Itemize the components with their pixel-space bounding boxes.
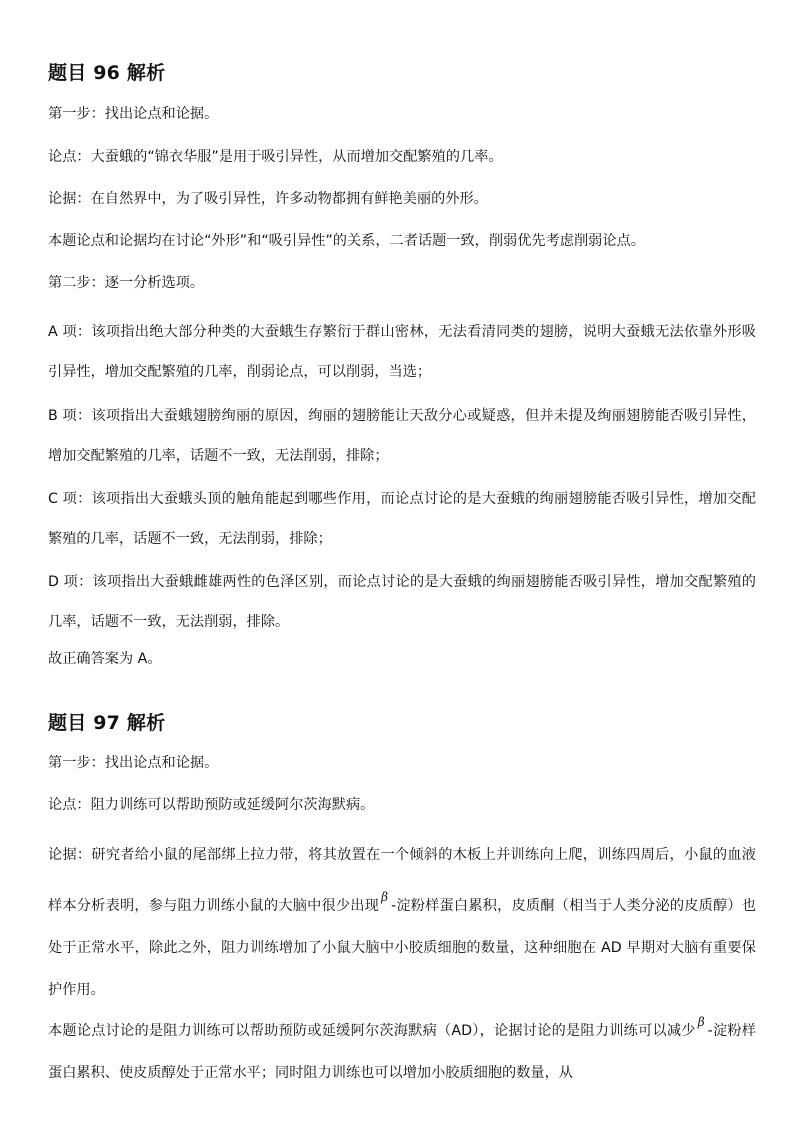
- q96-relation: 本题论点和论据均在讨论“外形”和“吸引异性”的关系，二者话题一致，削弱优先考虑削弱论点。: [48, 233, 645, 249]
- q96-option-a: A 项：该项指出绝大部分种类的大蚕蛾生存繁衍于群山密林，无法看清同类的翅膀，说明大蚕蛾无法依靠外形吸引异性，增加交配繁殖的几率，削弱论点，可以削弱，当选；: [48, 324, 756, 380]
- q96-claim: 论点：大蚕蛾的“锦衣华服”是用于吸引异性，从而增加交配繁殖的几率。: [48, 149, 503, 165]
- q96-option-d: D 项：该项指出大蚕蛾雌雄两性的色泽区别，而论点讨论的是大蚕蛾的绚丽翅膀能否吸引异性，增加交配繁殖的几率，话题不一致，无法削弱，排除。: [48, 574, 756, 630]
- q97-claim: 论点：阻力训练可以帮助预防或延缓阿尔茨海默病。: [48, 797, 375, 813]
- q97-evidence-part2: -淀粉样蛋白累积，皮质酮（相当于人类分泌的皮质醇）也处于正常水平，除此之外，阻力训练增加了小鼠大脑中小胶质细胞的数量，这种细胞在 AD 早期对大脑有重要保护作用。: [48, 898, 756, 998]
- q96-option-c: C 项：该项指出大蚕蛾头顶的触角能起到哪些作用，而论点讨论的是大蚕蛾的绚丽翅膀能否吸引异性，增加交配繁殖的几率，话题不一致，无法削弱，排除；: [48, 491, 756, 547]
- q97-summary: [48, 1001, 756, 1094]
- beta-symbol-2: β: [697, 1015, 705, 1029]
- q97-evidence: [48, 834, 756, 1011]
- q96-step1: 第一步：找出论点和论据。: [48, 106, 219, 122]
- q96-evidence: 论据：在自然界中，为了吸引异性，许多动物都拥有鲜艳美丽的外形。: [48, 191, 488, 207]
- q97-heading: 题目 97 解析: [48, 712, 166, 734]
- q96-heading: 题目 96 解析: [48, 62, 166, 84]
- q97-summary-part1: 本题论点讨论的是阻力训练可以帮助预防或延缓阿尔茨海默病（AD），论据讨论的是阻力训练可以减少: [48, 1023, 696, 1039]
- beta-symbol: β: [381, 890, 389, 904]
- q96-step2: 第二步：逐一分析选项。: [48, 275, 205, 291]
- q96-answer: 故正确答案为 A。: [48, 651, 162, 667]
- q96-option-b: B 项：该项指出大蚕蛾翅膀绚丽的原因，绚丽的翅膀能让天敌分心或疑惑，但并未提及绚丽翅膀能否吸引异性，增加交配繁殖的几率，话题不一致，无法削弱，排除；: [48, 408, 756, 464]
- q97-step1: 第一步：找出论点和论据。: [48, 755, 219, 771]
- q97-summary-part2: -淀粉样蛋白累积、使皮质醇处于正常水平；同时阻力训练也可以增加小胶质细胞的数量，从: [48, 1023, 756, 1081]
- q97-evidence-part1: 论据：研究者给小鼠的尾部绑上拉力带，将其放置在一个倾斜的木板上并训练向上爬，训练四周后，小鼠的血液样本分析表明，参与阻力训练小鼠的大脑中很少出现: [48, 847, 756, 914]
